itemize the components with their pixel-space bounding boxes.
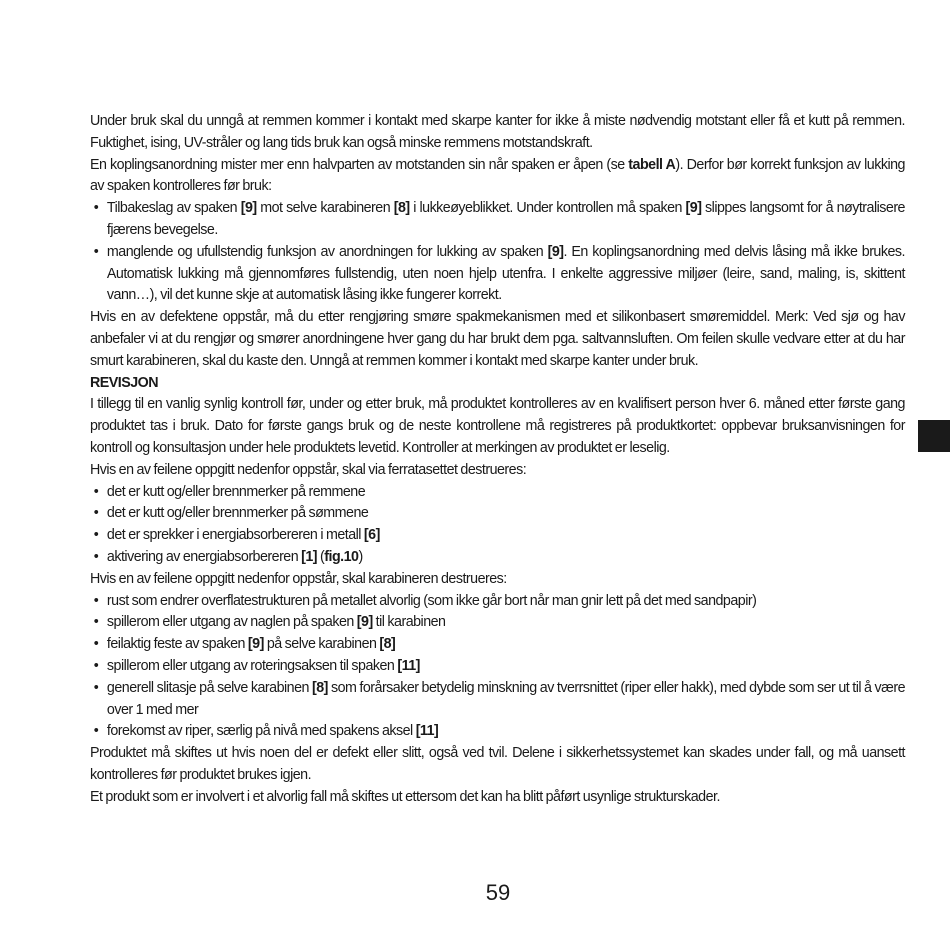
bullet-icon: • — [93, 613, 99, 631]
page-number: 59 — [485, 880, 511, 905]
paragraph-set-destroy-intro: Hvis en av feilene oppgitt nedenfor oppstår, skal via ferratasettet destrueres: — [90, 460, 527, 478]
bullet-icon: • — [93, 242, 99, 260]
paragraph-strap-warning: Under bruk skal du unngå at remmen kommer i kontakt med skarpe kanter for ikke å miste nødvendig motstant eller få et kutt på remmen. Fuktighet, ising, UV-stråler og lang tids bruk kan også minske remmens motstandskraft. — [90, 112, 905, 151]
bullet-item: • forekomst av riper, særlig på nivå med spakens aksel [11] — [90, 720, 905, 742]
bullet-item: • manglende og ufullstendig funksjon av anordningen for lukking av spaken [9]. En koplingsanordning med delvis låsing må ikke brukes. Automatisk lukking må gjennomføres fullstendig, uten noen hjelp utenfra. I enkelte aggressive miljøer (leire, sand, maling, is, skittent vann…), vil det kunne skje at automatisk låsing ikke fungerer korrekt. — [93, 242, 905, 304]
bullet-item: • spillerom eller utgang av roteringsaksen til spaken [11] — [90, 655, 905, 677]
paragraph-maintenance: Hvis en av defektene oppstår, må du etter rengjøring smøre spakmekanismen med et silikonbasert smøremiddel. Merk: Ved sjø og hav anbefaler vi at du rengjør og smører anordningene hver gang du har brukt dem pga. saltvannsluften. Om feilen skulle vedvare etter at du har smurt karabineren, skal du kaste den. Unngå at remmen kommer i kontakt med skarpe kanter under bruk. — [90, 308, 905, 369]
bullet-item: • det er sprekker i energiabsorbereren i metall [6] — [90, 524, 905, 546]
bullet-icon: • — [93, 678, 99, 696]
section-tab-marker — [918, 420, 950, 452]
document-body — [90, 110, 905, 808]
bullet-icon: • — [93, 547, 99, 565]
paragraph-severe-fall: Et produkt som er involvert i et alvorlig fall må skiftes ut ettersom det kan ha blitt påført usynlige strukturskader. — [90, 787, 720, 805]
bullet-item: • det er kutt og/eller brennmerker på sømmene — [90, 502, 905, 524]
bullet-icon: • — [93, 635, 99, 653]
bullet-item: • aktivering av energiabsorbereren [1] (fig.10) — [90, 546, 905, 568]
bullet-item: • feilaktig feste av spaken [9] på selve karabinen [8] — [90, 633, 905, 655]
paragraph-replace: Produktet må skiftes ut hvis noen del er defekt eller slitt, også ved tvil. Delene i sikkerhetssystemet kan skades under fall, og må uansett kontrolleres før produktet brukes igjen. — [90, 744, 905, 783]
bullet-icon: • — [93, 722, 99, 740]
bullet-icon: • — [93, 199, 99, 217]
paragraph-lever-function: En koplingsanordning mister mer enn halvparten av motstanden sin når spaken er åpen (se tabell A). Derfor bør korrekt funksjon av lukking av spaken kontrolleres før bruk: — [90, 155, 905, 195]
bullet-icon: • — [93, 656, 99, 674]
bullet-icon: • — [93, 591, 99, 609]
bullet-icon: • — [93, 504, 99, 522]
section-heading-revisjon: REVISJON — [90, 373, 159, 391]
paragraph-inspection: I tillegg til en vanlig synlig kontroll før, under og etter bruk, må produktet kontrolleres av en kvalifisert person hver 6. måned etter første gang produktet tas i bruk. Dato for første gangs bruk og de neste kontrollene må registreres på produktkortet: oppbevar bruksanvisningen for kontroll og konsultasjon under hele produktets levetid. Kontroller at merkingen av produktet er leselig. — [90, 395, 905, 456]
ref-table-a: tabell A — [628, 155, 676, 173]
bullet-item: • generell slitasje på selve karabinen [8] som forårsaker betydelig minskning av tverrsnittet (riper eller hakk), med dybde som ser ut til å være over 1 med mer — [93, 678, 905, 718]
bullet-icon: • — [93, 526, 99, 544]
bullet-item: • det er kutt og/eller brennmerker på remmene — [90, 481, 905, 503]
bullet-item: • Tilbakeslag av spaken [9] mot selve karabineren [8] i lukkeøyeblikket. Under kontrollen må spaken [9] slippes langsomt for å nøytralisere fjærens bevegelse. — [93, 199, 905, 238]
paragraph-carabiner-destroy-intro: Hvis en av feilene oppgitt nedenfor oppstår, skal karabineren destrueres: — [90, 569, 507, 587]
bullet-item: • spillerom eller utgang av naglen på spaken [9] til karabinen — [90, 611, 905, 633]
bullet-item: • rust som endrer overflatestrukturen på metallet alvorlig (som ikke går bort når man gnir lett på det med sandpapir) — [90, 590, 905, 612]
bullet-icon: • — [93, 482, 99, 500]
